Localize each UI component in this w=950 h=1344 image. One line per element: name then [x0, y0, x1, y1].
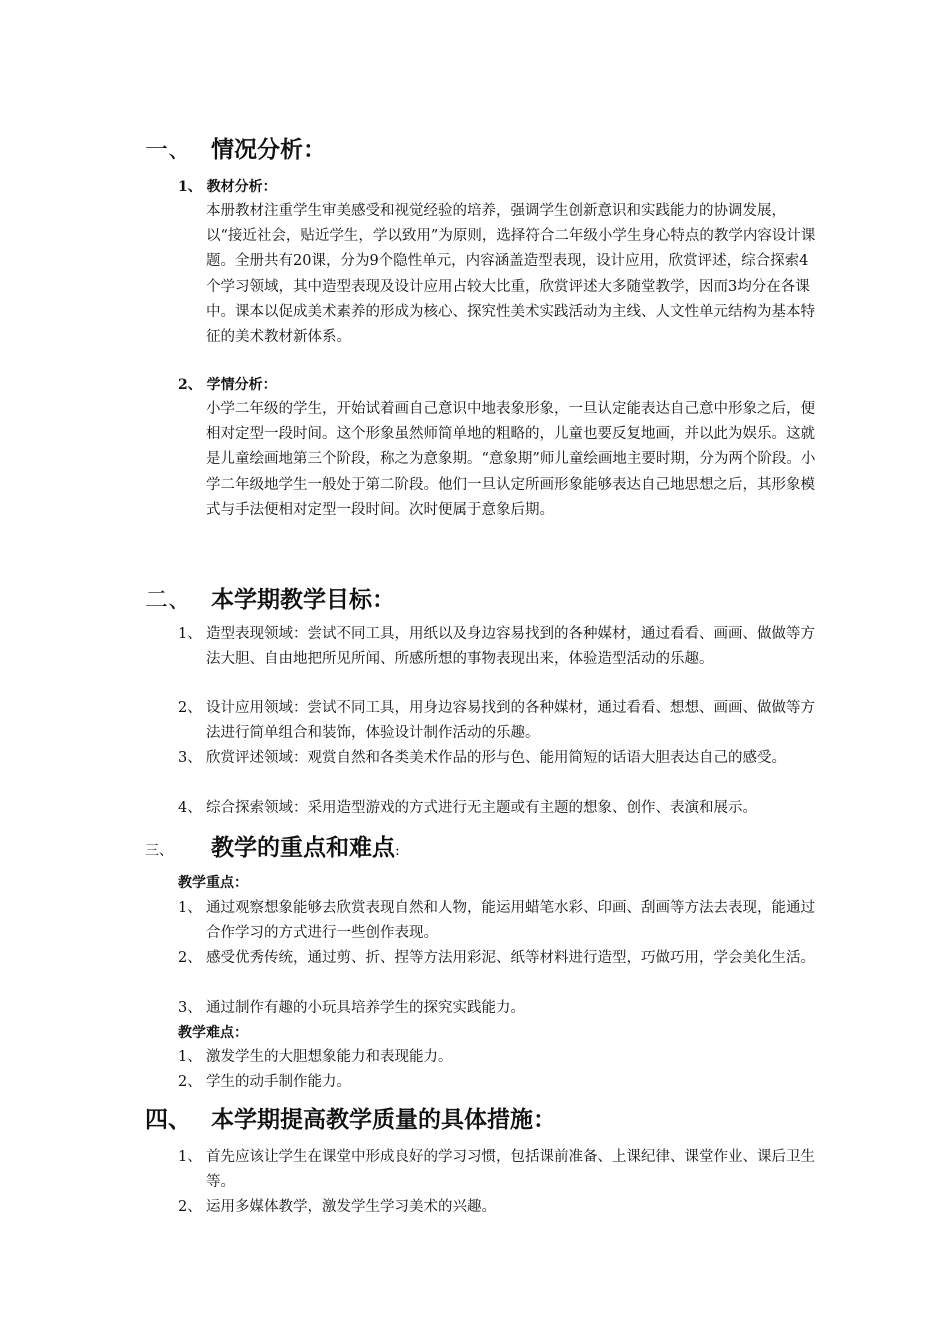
section-heading-2 — [145, 584, 395, 616]
list-text: 首先应该让学生在课堂中形成良好的学习习惯，包括课前准备、上课纪律、课堂作业、课后卫生等。 — [206, 1149, 815, 1191]
list-item — [178, 1145, 828, 1195]
list-text: 感受优秀传统，通过剪、折、捏等方法用彩泥、纸等材料进行造型，巧做巧用，学会美化生活。 — [206, 950, 815, 966]
list-text: 学生的动手制作能力。 — [206, 1074, 351, 1090]
section-number: 二、 — [145, 587, 191, 613]
list-number: 1、 — [178, 1049, 202, 1065]
paragraph-student-analysis: 小学二年级的学生，开始试着画自己意识中地表象形象，一旦认定能表达自己意中形象之后，便相对定型一段时间。这个形象虽然师简单地的粗略的，儿童也要反复地画，并以此为娱乐。这就是儿童绘画地第三个阶段，称之为意象期。“意象期”师儿童绘画地主要时期，分为两个阶段。小学二年级地学生一般处于第二阶段。他们一旦认定所画形象能够表达自己地思想之后，其形象模式与手法便相对定型一段时间。次时便属于意象后期。 — [206, 401, 816, 518]
section-heading-4 — [145, 1104, 556, 1136]
list-text: 通过制作有趣的小玩具培养学生的探究实践能力。 — [206, 1000, 525, 1016]
list-text: 设计应用领域：尝试不同工具，用身边容易找到的各种媒材，通过看看、想想、画画、做做等方法进行简单组合和装饰，体验设计制作活动的乐趣。 — [206, 700, 815, 742]
list-text: 运用多媒体教学，激发学生学习美术的兴趣。 — [206, 1199, 496, 1215]
list-number: 2、 — [178, 1199, 202, 1215]
subheading-student-analysis: 2、 学情分析： — [178, 377, 277, 393]
section-number: 一、 — [145, 137, 191, 163]
list-number: 2、 — [178, 1074, 202, 1090]
list-item — [178, 1070, 828, 1095]
list-item — [178, 1045, 828, 1070]
list-item — [178, 946, 828, 971]
section-title: 教学的重点和难点 — [211, 834, 395, 861]
list-text: 激发学生的大胆想象能力和表现能力。 — [206, 1049, 453, 1065]
list-number: 1、 — [178, 626, 202, 642]
section-title: 情况分析： — [211, 136, 326, 163]
section-title: 本学期教学目标： — [211, 586, 395, 613]
section-title: 本学期提高教学质量的具体措施： — [211, 1106, 556, 1133]
list-text: 综合探索领域：采用造型游戏的方式进行无主题或有主题的想象、创作、表演和展示。 — [206, 800, 757, 816]
list-item — [178, 1195, 828, 1220]
list-number: 3、 — [178, 750, 202, 766]
paragraph-textbook-analysis: 本册教材注重学生审美感受和视觉经验的培养，强调学生创新意识和实践能力的协调发展，以“接近社会，贴近学生，学以致用”为原则，选择符合二年级小学生身心特点的教学内容设计课题。全册共有20课，分为9个隐性单元，内容涵盖造型表现，设计应用，欣赏评述，综合探索4个学习领域，其中造型表现及设计应用占较大比重，欣赏评述大多随堂教学，因而3均分在各课中。课本以促成美术素养的形成为核心、探究性美术实践活动为主线、人文性单元结构为基本特征的美术教材新体系。 — [206, 203, 816, 346]
list-number: 2、 — [178, 700, 202, 716]
subheading-textbook-analysis: 1、 教材分析： — [178, 179, 277, 195]
list-item — [178, 696, 828, 746]
section-number: 三、 — [145, 843, 173, 859]
section-heading-3 — [145, 832, 400, 864]
list-text: 欣赏评述领域：观赏自然和各类美术作品的形与色、能用简短的话语大胆表达自己的感受。 — [206, 750, 786, 766]
list-item — [178, 796, 838, 821]
list-number: 4、 — [178, 800, 202, 816]
subheading-teaching-difficulty: 教学难点： — [178, 1025, 248, 1041]
list-item — [178, 622, 828, 672]
section-number: 四、 — [145, 1106, 191, 1133]
list-item — [178, 996, 828, 1021]
list-number: 1、 — [178, 1149, 202, 1165]
list-text: 造型表现领域：尝试不同工具，用纸以及身边容易找到的各种媒材，通过看看、画画、做做等方法大胆、自由地把所见所闻、所感所想的事物表现出来，体验造型活动的乐趣。 — [206, 626, 815, 668]
list-item — [178, 896, 828, 946]
subheading-teaching-focus: 教学重点： — [178, 875, 248, 891]
list-item — [178, 746, 828, 771]
list-text: 通过观察想象能够去欣赏表现自然和人物，能运用蜡笔水彩、印画、刮画等方法去表现，能通过合作学习的方式进行一些创作表现。 — [206, 900, 815, 942]
list-number: 3、 — [178, 1000, 202, 1016]
list-number: 1、 — [178, 900, 202, 916]
list-number: 2、 — [178, 950, 202, 966]
section-title-suffix: : — [395, 843, 400, 859]
section-heading-1 — [145, 134, 326, 166]
